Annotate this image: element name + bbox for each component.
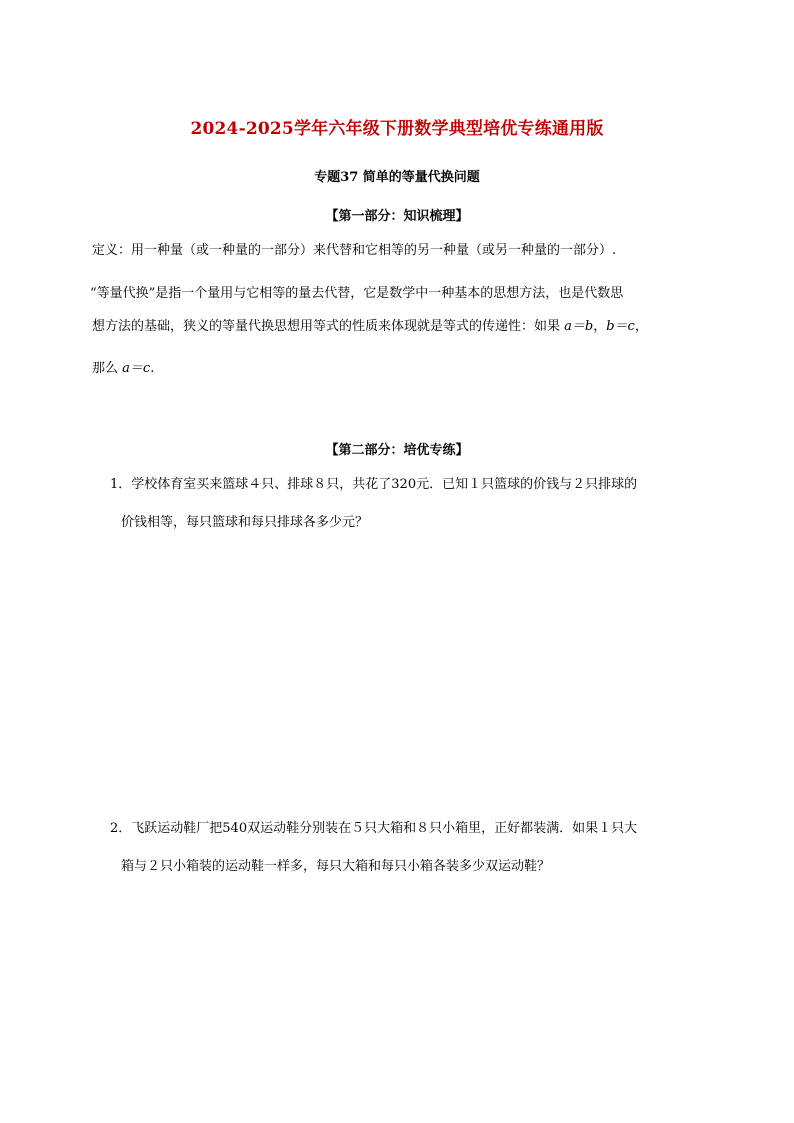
explanation-line-2 [92,310,712,343]
section-heading-practice: 【第二部分：培优专练】 [325,443,469,458]
trailing-period: . [150,361,155,376]
question-2-line-1: 2．飞跃运动鞋厂把540双运动鞋分别装在５只大箱和８只小箱里，正好都装满．如果１只大 [110,821,638,836]
trailing-comma: ， [634,319,648,334]
conclusion-text: 那么 [92,361,123,376]
explanation-text: 想方法的基础，狭义的等量代换思想用等式的性质来体现就是等式的传递性：如果 [92,319,565,334]
topic-subtitle: 专题37 简单的等量代换问题 [314,170,480,185]
equation-a-equals-b: a＝b [564,319,594,334]
explanation-line-3 [92,352,712,385]
explanation-line-1: “等量代换”是指一个量用与它相等的量去代替，它是数学中一种基本的思想方法，也是代数思 [90,286,624,301]
question-1-line-1: 1．学校体育室买来篮球４只、排球８只，共花了320元．已知１只篮球的价钱与２只排球的 [110,477,638,492]
question-1-line-2: 价钱相等，每只篮球和每只排球各多少元？ [121,515,369,530]
section-heading-knowledge: 【第一部分：知识梳理】 [325,209,469,224]
separator: ， [593,319,607,334]
question-2-line-2: 箱与２只小箱装的运动鞋一样多，每只大箱和每只小箱各装多少双运动鞋？ [121,859,551,874]
equation-a-equals-c: a＝c [122,361,151,376]
equation-b-equals-c: b＝c [606,319,635,334]
definition-paragraph: 定义：用一种量（或一种量的一部分）来代替和它相等的另一种量（或另一种量的一部分）. [92,243,617,258]
page-title: 2024-2025学年六年级下册数学典型培优专练通用版 [190,119,604,139]
